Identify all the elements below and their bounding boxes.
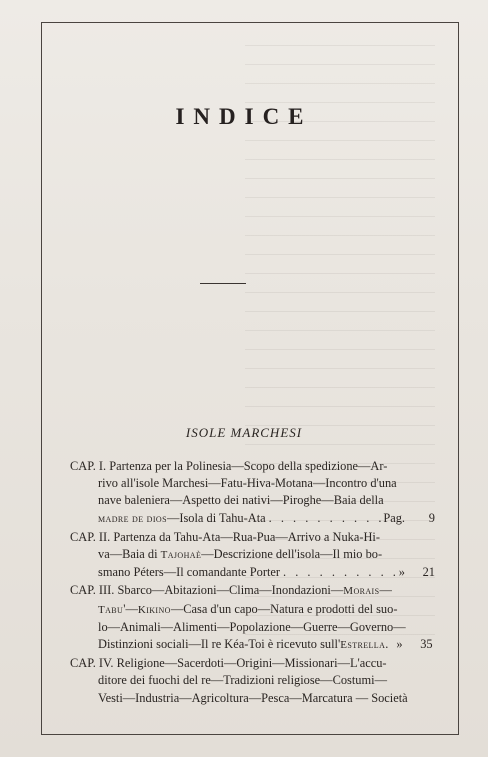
- chapter-text: Partenza per la Polinesia—Scopo della spedizione—Ar-: [109, 459, 388, 473]
- toc-line: ditore dei fuochi del re—Tradizioni religiose—Costumi—: [98, 673, 387, 688]
- toc-line-leader: [70, 510, 435, 528]
- toc-entry[interactable]: [70, 458, 435, 528]
- chapter-text: Religione—Sacerdoti—Origini—Missionari—L'accu-: [116, 656, 387, 671]
- chapter-text: Partenza da Tahu-Ata—Rua-Pua—Arrivo a Nuka-Hi-: [113, 529, 380, 544]
- section-heading: ISOLE MARCHESI: [185, 425, 303, 440]
- chapter-label: CAP. IV.: [70, 656, 114, 671]
- chapter-label: CAP. I.: [70, 459, 107, 473]
- dot-leader: [266, 510, 384, 527]
- toc-line: [70, 529, 435, 546]
- page-reference: » 21: [399, 564, 435, 581]
- chapter-text: madre de dios—Isola di Tahu-Ata: [98, 510, 266, 525]
- dot-leader: [280, 564, 399, 581]
- toc-line: Tabu'—Kikino—Casa d'un capo—Natura e prodotti del suo-: [98, 601, 398, 616]
- chapter-text: smano Péters—Il comandante Porter: [98, 565, 281, 580]
- toc-entry[interactable]: [70, 655, 435, 707]
- table-of-contents: [70, 458, 435, 708]
- divider-rule: [200, 283, 246, 284]
- page-reference: Pag. 9: [383, 510, 435, 527]
- page-title: INDICE: [175, 104, 313, 129]
- toc-line: [70, 655, 435, 672]
- toc-line: nave baleniera—Aspetto dei nativi—Piroghe—Baia della: [98, 493, 384, 508]
- toc-entry[interactable]: [70, 529, 435, 582]
- page-number: 35: [420, 637, 433, 652]
- page-number: 21: [422, 565, 435, 580]
- chapter-label: CAP. II.: [70, 529, 111, 544]
- chapter-label: CAP. III.: [70, 583, 115, 598]
- toc-line-leader: [70, 564, 435, 581]
- page-reference: » 35: [396, 636, 432, 653]
- toc-line: [70, 458, 435, 475]
- toc-line: rivo all'isole Marchesi—Fatu-Hiva-Motana—Incontro d'una: [98, 476, 397, 491]
- page-number: 9: [428, 510, 435, 525]
- toc-entry[interactable]: [70, 582, 435, 654]
- toc-line: lo—Animali—Alimenti—Popolazione—Guerre—Governo—: [98, 619, 406, 634]
- toc-line: CAP. III. Sbarco—Abitazioni—Clima—Inondazioni—Morais—: [70, 583, 392, 598]
- toc-line-leader: [70, 636, 435, 654]
- toc-line: Vesti—Industria—Agricoltura—Pesca—Marcatura — Società: [98, 690, 408, 705]
- toc-line: va—Baia di Tajohaè—Descrizione dell'isola—Il mio bo-: [98, 547, 383, 562]
- chapter-text: Distinzioni sociali—Il re Kéa-Toi è ricevuto sull'Estrella.: [98, 637, 389, 652]
